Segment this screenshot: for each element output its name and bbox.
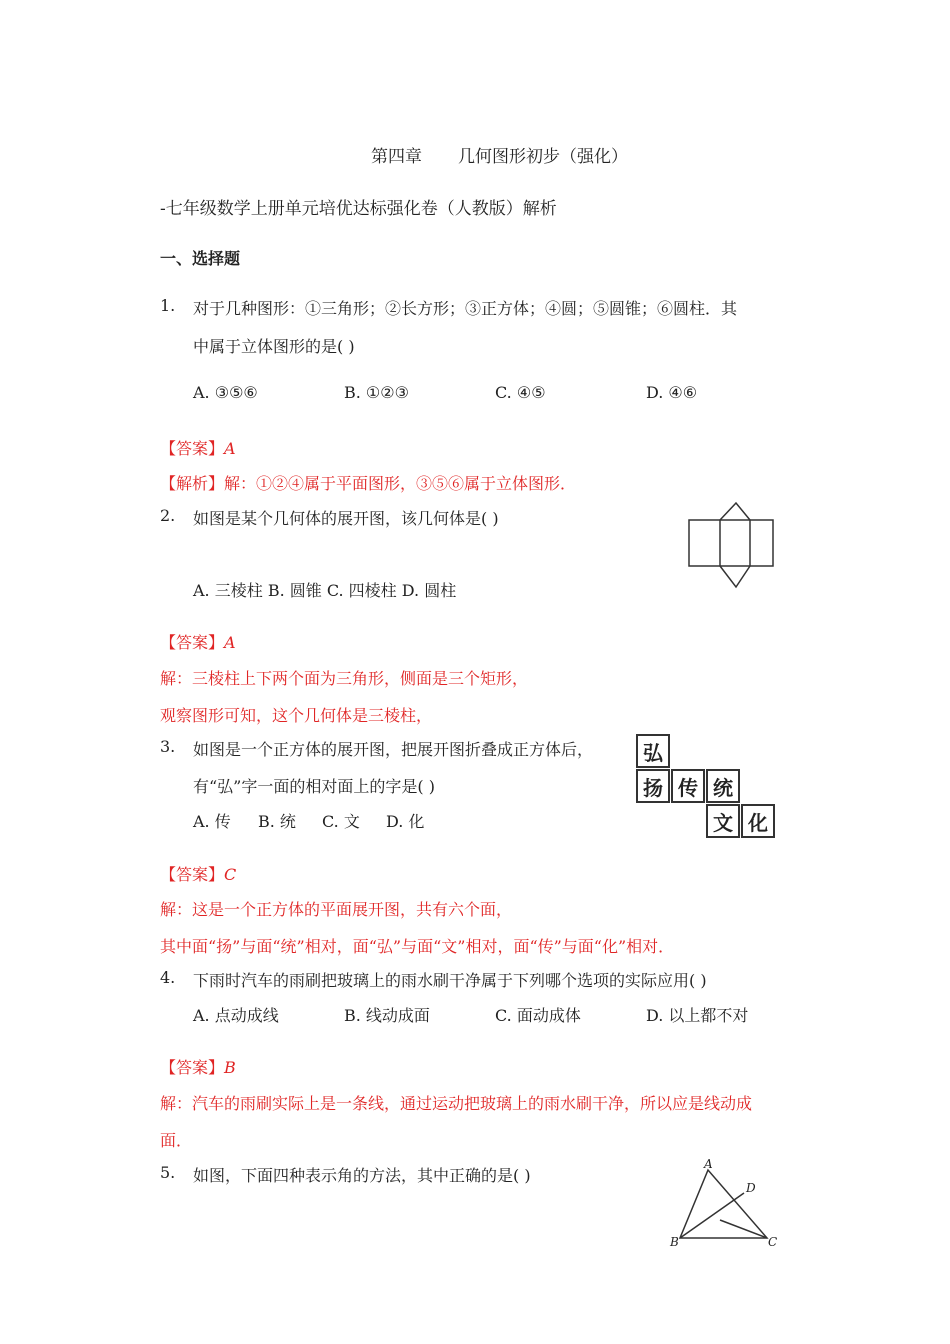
explanation-text: 其中面“扬”与面“统”相对，面“弘”与面“文”相对，面“传”与面“化”相对．: [160, 937, 675, 956]
answer-label: 【答案】: [160, 633, 225, 652]
triangle-figure: [668, 1156, 783, 1252]
option-a: A. 点动成线: [193, 1006, 279, 1025]
vertex-label: D: [746, 1181, 756, 1195]
chapter-label: 第四章: [371, 147, 422, 167]
page-title: 几何图形初步（强化）: [458, 147, 628, 167]
analysis-text: 解：①②④属于平面图形，③⑤⑥属于立体图形．: [224, 474, 577, 493]
cube-face: 文: [706, 804, 740, 838]
question-text: 中属于立体图形的是( ): [193, 337, 355, 356]
cube-face: 统: [706, 769, 740, 803]
answer-line: [160, 1055, 236, 1078]
question-number: 4.: [160, 968, 176, 987]
option-b: B. 线动成面: [344, 1006, 430, 1025]
option-b: B. 统: [258, 812, 296, 831]
cube-face: 传: [671, 769, 705, 803]
prism-net-figure: [686, 500, 778, 590]
cube-face: 弘: [636, 734, 670, 768]
option-d: D. 以上都不对: [646, 1006, 749, 1025]
explanation-text: 解：三棱柱上下两个面为三角形，侧面是三个矩形，: [160, 669, 529, 688]
option-a: A. 传: [193, 812, 231, 831]
cube-face: 扬: [636, 769, 670, 803]
question-text: 如图，下面四种表示角的方法，其中正确的是( ): [193, 1166, 531, 1185]
question-text: 如图是一个正方体的展开图，把展开图折叠成正方体后，: [193, 740, 594, 759]
answer-label: 【答案】: [160, 865, 225, 884]
question-number: 2.: [160, 506, 176, 525]
options-line: A. 三棱柱 B. 圆锥 C. 四棱柱 D. 圆柱: [193, 581, 457, 600]
answer-value: B: [224, 1058, 236, 1077]
question-number: 5.: [160, 1163, 176, 1182]
option-c: C. 文: [322, 812, 360, 831]
vertex-label: C: [768, 1235, 778, 1249]
answer-line: [160, 436, 236, 459]
option-d: D. ④⑥: [646, 383, 698, 402]
vertex-label: B: [670, 1235, 679, 1249]
explanation-text: 面．: [160, 1131, 193, 1150]
answer-line: [160, 630, 236, 653]
analysis-line: [160, 471, 576, 494]
question-text: 对于几种图形：①三角形；②长方形；③正方体；④圆；⑤圆锥；⑥圆柱．其: [193, 299, 738, 318]
analysis-label: 【解析】: [160, 474, 225, 493]
section-heading: 一、选择题: [160, 249, 241, 268]
question-number: 1.: [160, 296, 176, 315]
option-d: D. 化: [386, 812, 425, 831]
cube-face: 化: [741, 804, 775, 838]
page-subtitle: -七年级数学上册单元培优达标强化卷（人教版）解析: [160, 199, 557, 219]
question-text: 下雨时汽车的雨刷把玻璃上的雨水刷干净属于下列哪个选项的实际应用( ): [193, 971, 707, 990]
question-text: 如图是某个几何体的展开图，该几何体是( ): [193, 509, 499, 528]
option-b: B. ①②③: [344, 383, 409, 402]
answer-value: A: [224, 439, 236, 458]
answer-label: 【答案】: [160, 439, 225, 458]
cube-net-figure: [636, 734, 776, 840]
option-a: A. ③⑤⑥: [193, 383, 258, 402]
answer-line: [160, 862, 236, 885]
explanation-text: 解：汽车的雨刷实际上是一条线，通过运动把玻璃上的雨水刷干净，所以应是线动成: [160, 1094, 753, 1113]
question-text: 有“弘”字一面的相对面上的字是( ): [193, 777, 435, 796]
option-c: C. ④⑤: [495, 383, 546, 402]
explanation-text: 观察图形可知，这个几何体是三棱柱，: [160, 706, 433, 725]
answer-value: C: [224, 865, 237, 884]
answer-value: A: [224, 633, 236, 652]
explanation-text: 解：这是一个正方体的平面展开图，共有六个面，: [160, 900, 513, 919]
question-number: 3.: [160, 737, 176, 756]
option-c: C. 面动成体: [495, 1006, 581, 1025]
vertex-label: A: [704, 1157, 713, 1171]
answer-label: 【答案】: [160, 1058, 225, 1077]
